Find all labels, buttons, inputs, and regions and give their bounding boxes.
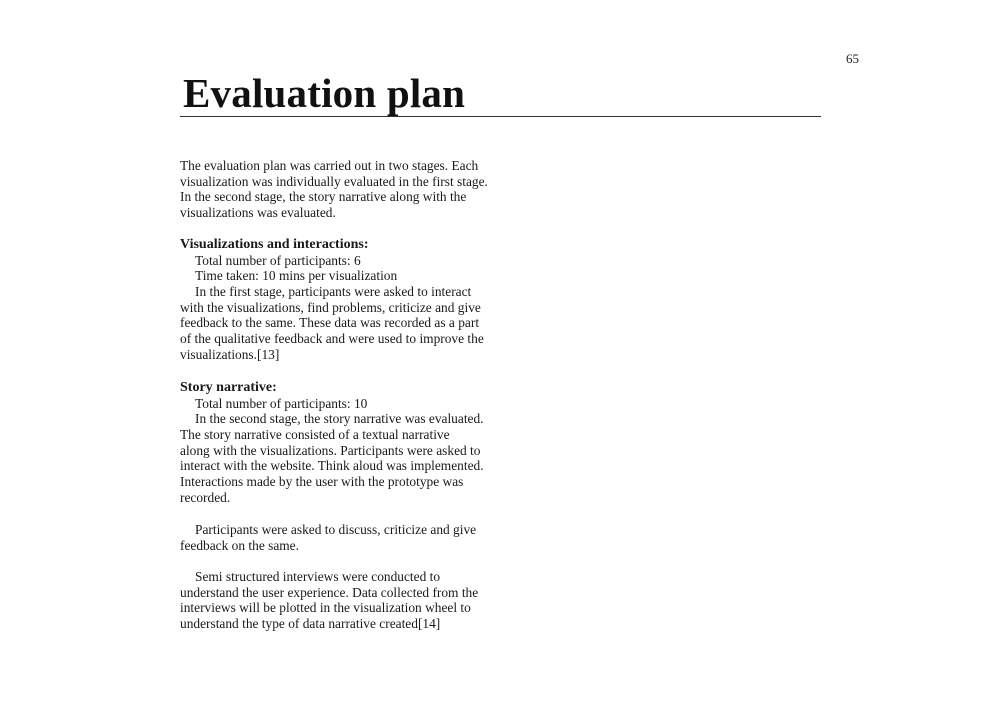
participants-count: Total number of participants: 10 <box>195 395 368 411</box>
intro-paragraph <box>180 158 510 221</box>
text-line: The story narrative consisted of a textual narrative <box>180 427 450 443</box>
text-line: along with the visualizations. Participants were asked to <box>180 442 481 458</box>
text-line: In the second stage, the story narrative along with the <box>180 189 467 205</box>
section-heading: Visualizations and interactions: <box>180 237 369 252</box>
participants-count: Total number of participants: 6 <box>195 252 361 268</box>
section-visualizations <box>180 237 510 363</box>
text-line: of the qualitative feedback and were used to improve the <box>180 331 484 347</box>
text-line: understand the type of data narrative created[14] <box>180 616 441 632</box>
text-line: interviews will be plotted in the visualization wheel to <box>180 600 471 616</box>
interviews-paragraph <box>180 569 510 632</box>
page-title: Evaluation plan <box>183 70 466 116</box>
text-line: visualization was individually evaluated in the first stage. <box>180 173 488 189</box>
discussion-paragraph <box>180 522 510 553</box>
text-line: visualizations.[13] <box>180 346 280 362</box>
page-number: 65 <box>846 51 859 66</box>
text-line: Participants were asked to discuss, criticize and give <box>195 522 477 537</box>
text-line: In the first stage, participants were asked to interact <box>195 284 472 300</box>
text-line: with the visualizations, find problems, criticize and give <box>180 299 481 315</box>
title-underline <box>180 116 821 117</box>
text-line: visualizations was evaluated. <box>180 205 336 221</box>
text-line: interact with the website. Think aloud was implemented. <box>180 458 484 474</box>
time-taken: Time taken: 10 mins per visualization <box>195 268 398 284</box>
text-line: In the second stage, the story narrative was evaluated. <box>195 411 484 427</box>
text-line: understand the user experience. Data collected from the <box>180 584 479 600</box>
text-line: recorded. <box>180 489 231 505</box>
text-line: Interactions made by the user with the prototype was <box>180 474 464 490</box>
text-line: The evaluation plan was carried out in two stages. Each <box>180 158 479 173</box>
section-heading: Story narrative: <box>180 380 277 395</box>
text-line: Semi structured interviews were conducted to <box>195 569 441 584</box>
text-line: feedback to the same. These data was recorded as a part <box>180 315 480 331</box>
text-line: feedback on the same. <box>180 537 299 553</box>
section-story-narrative <box>180 380 510 506</box>
